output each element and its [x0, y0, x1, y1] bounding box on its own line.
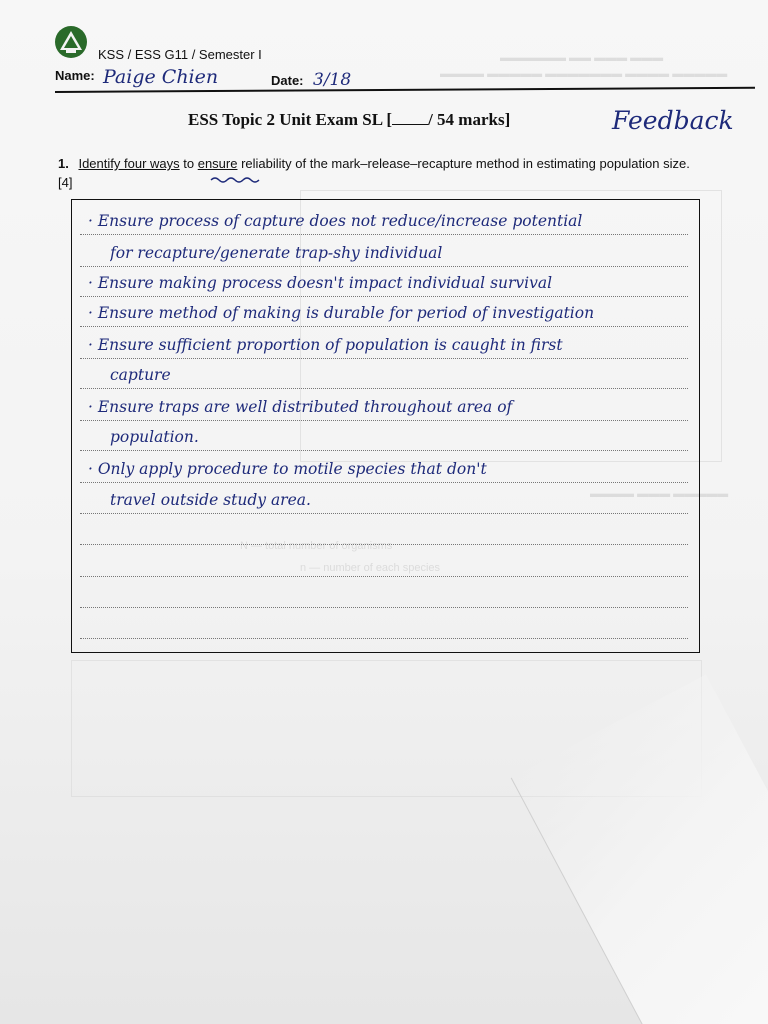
question-text: reliability of the mark–release–recapture method in estimating population size. — [241, 156, 690, 171]
show-through-text: ▬▬▬ ▬▬▬ ▬▬ ▬▬▬▬▬▬ — [500, 52, 664, 64]
answer-text-line: · Ensure making process doesn't impact individual survival — [88, 274, 553, 292]
feedback-note: Feedback — [612, 106, 734, 135]
answer-line — [80, 234, 688, 235]
answer-line — [80, 638, 688, 639]
squiggle-underline — [210, 176, 260, 184]
answer-line — [80, 358, 688, 359]
show-through-text: ▬▬▬▬▬ ▬▬▬ ▬▬▬▬ — [590, 488, 729, 500]
answer-text-line: · Only apply procedure to motile species that don't — [88, 460, 487, 478]
answer-line — [80, 420, 688, 421]
score-blank — [392, 112, 428, 125]
answer-line — [80, 607, 688, 608]
exam-total-marks: / 54 marks] — [428, 110, 511, 129]
answer-line — [80, 388, 688, 389]
question-marks: [4] — [58, 175, 73, 190]
name-label: Name: — [55, 68, 95, 83]
answer-line — [80, 266, 688, 267]
answer-box — [71, 199, 700, 653]
question-connector: to — [183, 156, 195, 171]
show-through-text: ▬▬▬▬▬ ▬▬▬▬ ▬▬▬▬▬▬▬ ▬▬▬▬▬ ▬▬▬▬ — [440, 68, 728, 80]
course-label: KSS / ESS G11 / Semester I — [98, 47, 262, 62]
question-keyword-2: ensure — [197, 156, 238, 171]
answer-text-line: travel outside study area. — [110, 491, 311, 509]
answer-text-line: capture — [110, 366, 171, 384]
school-crest-icon — [53, 24, 89, 60]
answer-line — [80, 482, 688, 483]
question-keyword: Identify four ways — [78, 156, 180, 171]
date-value: 3/18 — [313, 70, 352, 90]
answer-line — [80, 544, 688, 545]
answer-text-line: for recapture/generate trap-shy individual — [110, 244, 443, 262]
answer-line — [80, 513, 688, 514]
answer-line — [80, 296, 688, 297]
student-name: Paige Chien — [103, 66, 219, 88]
answer-text-line: · Ensure process of capture does not reduce/increase potential — [88, 212, 583, 230]
answer-line — [80, 576, 688, 577]
question-number: 1. — [58, 156, 69, 171]
answer-line — [80, 326, 688, 327]
answer-text-line: population. — [110, 428, 199, 446]
question-1 — [58, 154, 698, 192]
answer-text-line: · Ensure traps are well distributed throughout area of — [88, 398, 513, 416]
show-through-text: N — total number of organisms — [240, 540, 393, 552]
exam-title — [188, 110, 510, 130]
exam-title-text: ESS Topic 2 Unit Exam SL [ — [188, 110, 393, 129]
answer-text-line: · Ensure sufficient proportion of population is caught in first — [88, 336, 563, 354]
answer-text-line: · Ensure method of making is durable for period of investigation — [88, 304, 595, 322]
answer-line — [80, 450, 688, 451]
show-through-text: n — number of each species — [300, 562, 441, 574]
date-label: Date: — [271, 73, 304, 88]
